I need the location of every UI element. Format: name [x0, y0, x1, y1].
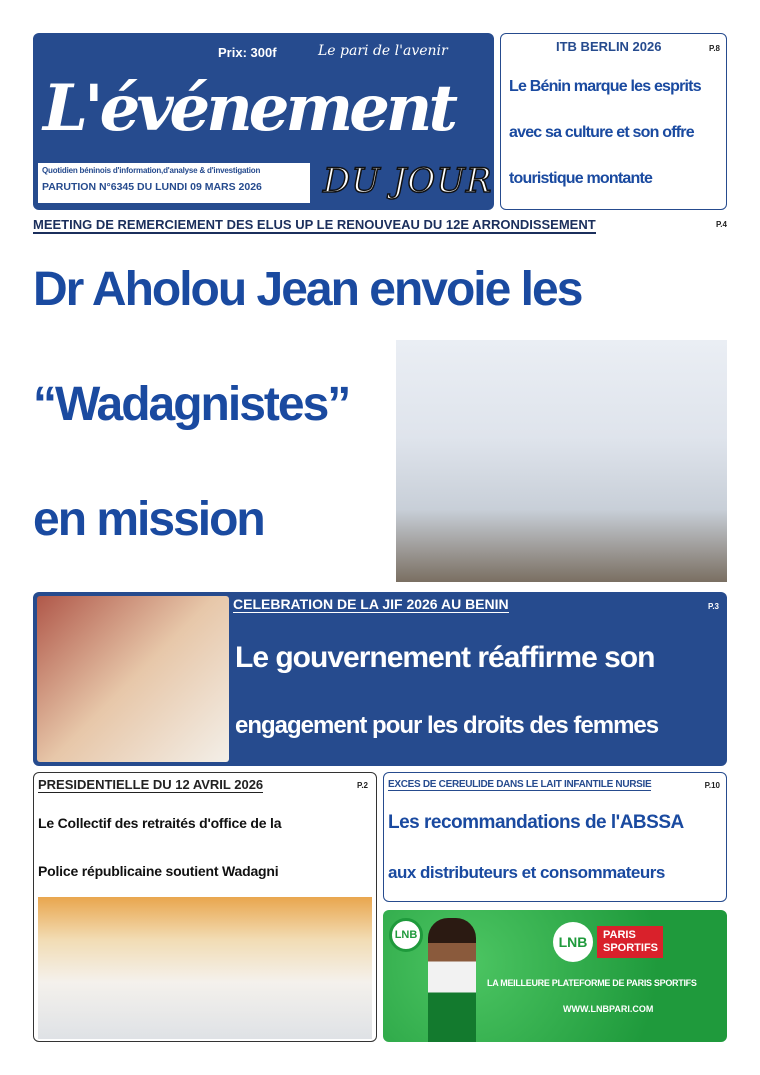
headline-line: Les recommandations de l'ABSSA [388, 812, 684, 833]
main-headline-line[interactable]: Dr Aholou Jean envoie les [33, 263, 582, 316]
paris-sportifs-badge: PARIS SPORTIFS [597, 926, 663, 958]
main-headline-line[interactable]: en mission [33, 493, 264, 546]
masthead [33, 33, 494, 210]
tagline-box [38, 163, 310, 203]
jif-article[interactable] [33, 592, 727, 766]
headline-line: touristique montante [509, 170, 653, 187]
page-ref: P.3 [708, 602, 719, 611]
headline-line: Police républicaine soutient Wadagni [38, 863, 279, 879]
article-kicker: EXCES DE CEREULIDE DANS LE LAIT INFANTILE NURSIE [388, 779, 652, 790]
lnb-logo: LNB [553, 922, 593, 962]
price: Prix: 300f [218, 45, 277, 60]
article-kicker: ITB BERLIN 2026 [556, 39, 662, 54]
main-headline-line[interactable]: “Wadagnistes” [33, 378, 350, 431]
headline-line: aux distributeurs et consommateurs [388, 863, 665, 882]
newspaper-subtitle: DU JOUR [323, 161, 493, 201]
lnb-seal-logo: LNB [389, 918, 423, 952]
main-photo [396, 340, 727, 582]
jif-photo [37, 596, 229, 762]
headline-line: engagement pour les droits des femmes [235, 712, 659, 739]
tagline: Quotidien béninois d'information,d'analyse & d'investigation [42, 166, 261, 175]
ad-slogan: LA MEILLEURE PLATEFORME DE PARIS SPORTIFS [487, 978, 697, 988]
page-ref: P.2 [357, 781, 368, 790]
headline-line: avec sa culture et son offre [509, 124, 694, 141]
cereulide-article[interactable] [383, 772, 727, 902]
headline-line: Le gouvernement réaffirme son [235, 641, 655, 674]
page-ref: P.8 [709, 44, 720, 53]
presidentielle-article[interactable] [33, 772, 377, 1042]
headline-line: Le Bénin marque les esprits [509, 78, 701, 95]
newspaper-title: L'événement [43, 71, 454, 146]
ad-url[interactable]: WWW.LNBPARI.COM [563, 1004, 654, 1014]
article-kicker: CELEBRATION DE LA JIF 2026 AU BENIN [233, 596, 509, 612]
ad-model-image [428, 918, 476, 1042]
main-kicker: MEETING DE REMERCIEMENT DES ELUS UP LE RENOUVEAU DU 12E ARRONDISSEMENT [33, 217, 596, 232]
page-ref: P.10 [704, 781, 720, 790]
headline-line: Le Collectif des retraités d'office de la [38, 815, 282, 831]
issue-info: PARUTION N°6345 DU LUNDI 09 MARS 2026 [42, 181, 262, 193]
lnb-advertisement[interactable] [383, 910, 727, 1042]
slogan: Le pari de l'avenir [318, 43, 448, 59]
itb-article[interactable] [500, 33, 727, 210]
page-ref: P.4 [716, 220, 727, 229]
article-kicker: PRESIDENTIELLE DU 12 AVRIL 2026 [38, 777, 264, 792]
collectif-photo [38, 897, 372, 1039]
